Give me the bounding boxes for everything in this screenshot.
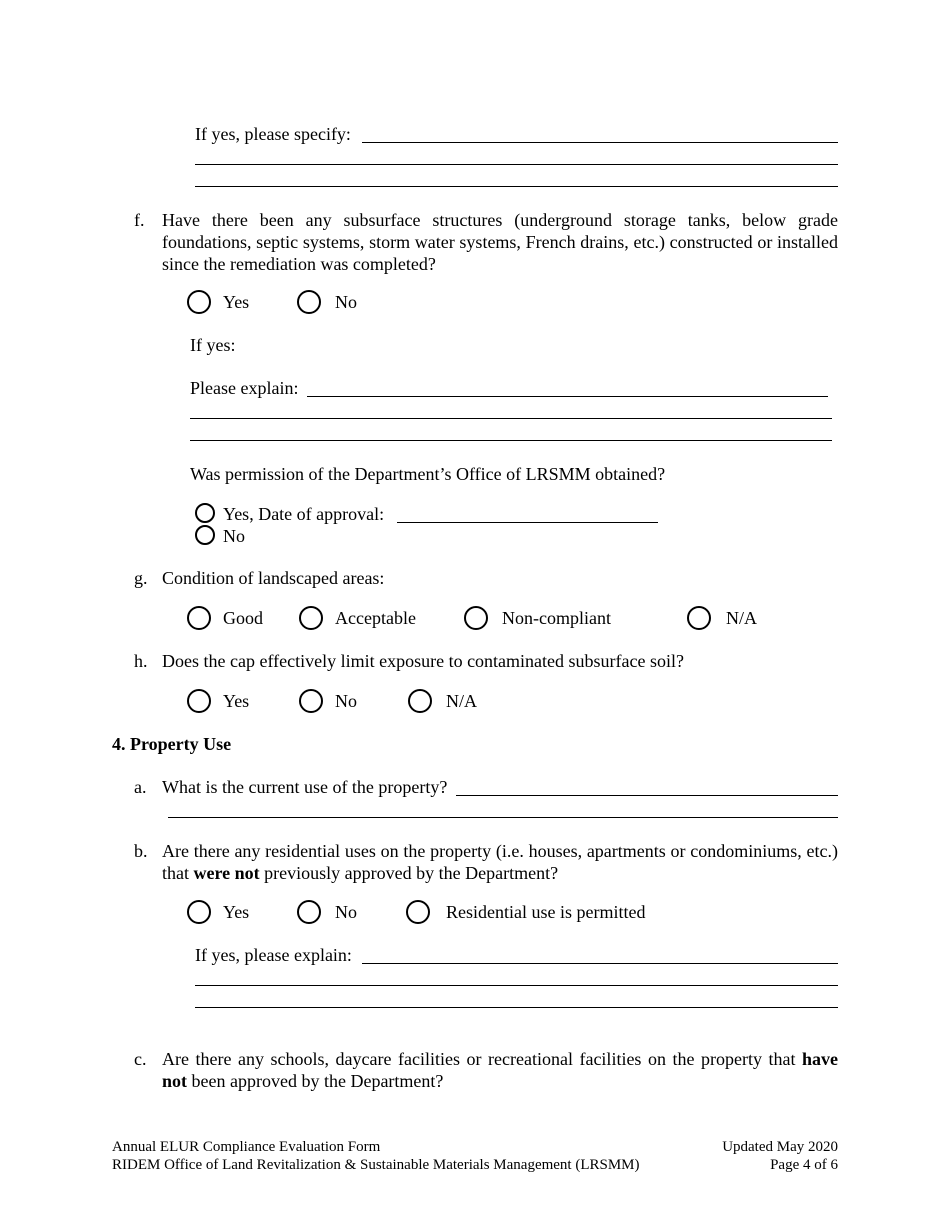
radio-g-good[interactable] — [187, 606, 211, 630]
explain-line-4b-1[interactable] — [362, 963, 838, 964]
specify-line-1[interactable] — [362, 142, 838, 143]
radio-g-good-label: Good — [223, 608, 263, 628]
radio-g-na[interactable] — [687, 606, 711, 630]
question-f: Have there been any subsurface structures (underground storage tanks, below grade foundations, septic systems, storm water systems, French drains, etc.) constructed or installed since the remediation was completed? — [162, 210, 838, 274]
question-4b-bold: were not — [193, 863, 260, 883]
radio-h-na-label: N/A — [446, 691, 477, 711]
question-4c-bold-1: have — [802, 1049, 838, 1069]
section-heading-property-use: 4. Property Use — [112, 734, 232, 754]
radio-h-no[interactable] — [299, 689, 323, 713]
question-4b-part1: Are there any residential uses on the property (i.e. houses, apartments or condominiums, etc.) that — [162, 841, 838, 883]
item-letter-4a: a. — [134, 777, 147, 797]
item-letter-g: g. — [134, 568, 148, 588]
explain-line-f-2[interactable] — [190, 418, 832, 419]
radio-f-no[interactable] — [297, 290, 321, 314]
radio-g-na-label: N/A — [726, 608, 757, 628]
radio-permission-yes-label: Yes, Date of approval: — [223, 504, 385, 524]
radio-4b-residential-permitted-label: Residential use is permitted — [446, 902, 646, 922]
question-4c-part2: been approved by the Department? — [187, 1071, 444, 1091]
explain-label-4b: If yes, please explain: — [195, 945, 352, 965]
footer-page-number: Page 4 of 6 — [770, 1157, 838, 1173]
radio-4b-yes[interactable] — [187, 900, 211, 924]
radio-g-acceptable-label: Acceptable — [335, 608, 416, 628]
radio-h-no-label: No — [335, 691, 357, 711]
question-4c-part1: Are there any schools, daycare facilities or recreational facilities on the property that — [162, 1049, 802, 1069]
footer-updated: Updated May 2020 — [722, 1139, 838, 1155]
radio-h-na[interactable] — [408, 689, 432, 713]
question-4b — [162, 840, 838, 884]
approval-date-line[interactable] — [397, 522, 658, 523]
question-4a: What is the current use of the property? — [162, 777, 448, 797]
radio-f-no-label: No — [335, 292, 357, 312]
question-4c-bold-2: not — [162, 1071, 188, 1091]
footer-form-title: Annual ELUR Compliance Evaluation Form — [112, 1139, 381, 1155]
question-g: Condition of landscaped areas: — [162, 568, 385, 588]
radio-g-noncompliant-label: Non-compliant — [502, 608, 611, 628]
question-4b-part2: previously approved by the Department? — [259, 863, 559, 883]
explain-line-4b-2[interactable] — [195, 985, 838, 986]
radio-f-yes[interactable] — [187, 290, 211, 314]
item-letter-h: h. — [134, 651, 148, 671]
explain-line-f-3[interactable] — [190, 440, 832, 441]
explain-label-f: Please explain: — [190, 378, 299, 398]
radio-4b-yes-label: Yes — [223, 902, 250, 922]
radio-permission-no[interactable] — [195, 525, 215, 545]
question-4c — [162, 1048, 838, 1092]
current-use-line-1[interactable] — [456, 795, 838, 796]
radio-4b-no[interactable] — [297, 900, 321, 924]
question-h: Does the cap effectively limit exposure to contaminated subsurface soil? — [162, 651, 684, 671]
explain-line-4b-3[interactable] — [195, 1007, 838, 1008]
item-letter-4b: b. — [134, 841, 148, 861]
specify-line-2[interactable] — [195, 164, 838, 165]
radio-g-acceptable[interactable] — [299, 606, 323, 630]
radio-permission-no-label: No — [223, 526, 245, 546]
explain-line-f-1[interactable] — [307, 396, 828, 397]
item-letter-4c: c. — [134, 1049, 147, 1069]
current-use-line-2[interactable] — [168, 817, 838, 818]
radio-4b-no-label: No — [335, 902, 357, 922]
footer-office: RIDEM Office of Land Revitalization & Sustainable Materials Management (LRSMM) — [112, 1157, 640, 1173]
radio-h-yes-label: Yes — [223, 691, 250, 711]
radio-permission-yes[interactable] — [195, 503, 215, 523]
radio-4b-residential-permitted[interactable] — [406, 900, 430, 924]
radio-h-yes[interactable] — [187, 689, 211, 713]
specify-line-3[interactable] — [195, 186, 838, 187]
radio-f-yes-label: Yes — [223, 292, 250, 312]
if-yes-label: If yes: — [190, 335, 236, 355]
item-letter-f: f. — [134, 210, 145, 230]
permission-question: Was permission of the Department’s Office of LRSMM obtained? — [190, 464, 666, 484]
specify-label: If yes, please specify: — [195, 124, 351, 144]
radio-g-noncompliant[interactable] — [464, 606, 488, 630]
